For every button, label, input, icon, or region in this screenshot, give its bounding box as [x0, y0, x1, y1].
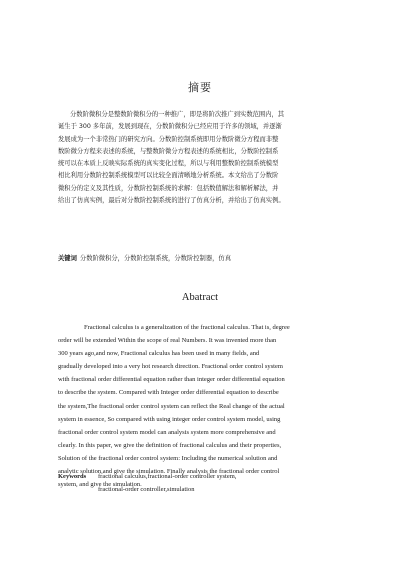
- english-abstract-line: Solution of the fractional order control system: Including the numerical solution and: [58, 454, 278, 462]
- english-abstract-line: with fractional order differential equation rather than integer order differential equation: [58, 376, 285, 384]
- english-abstract-line: the system,The fractional order control system can reflect the Real change of the actual: [58, 402, 285, 410]
- english-abstract-line: 300 years ago,and now, Fractional calculus has been used in many fields, and: [58, 350, 260, 358]
- chinese-abstract-line: 相比利用分数阶控制系统模型可以比较全面清晰地分析系统。本文给出了分数阶: [58, 172, 279, 180]
- chinese-abstract-line: 微积分的定义及其性质，分数阶控制系统的求解：包括数值解法和解析解法，并: [58, 184, 279, 192]
- english-abstract-line: fractional order control system model can analysis system more comprehensive and: [58, 428, 276, 436]
- chinese-abstract-line: 给出了仿真实例，最后对分数阶控制系统的进行了仿真分析，并给出了仿真实例。: [58, 197, 285, 205]
- chinese-abstract-line: 发展成为一个非常热门的研究方向。分数阶控制系统即用分数阶微分方程而非整: [58, 135, 279, 143]
- english-abstract-line: system, and give the simulation.: [58, 481, 142, 489]
- chinese-abstract-line: 数阶微分方程来表述的系统，与整数阶微分方程表述的系统相比，分数阶控制系: [58, 147, 279, 155]
- english-abstract-line: Fractional calculus is a generalization of the fractional calculus. That is, degree: [84, 324, 290, 331]
- chinese-keywords-text: 分数阶微积分，分数阶控制系统，分数阶控制器，仿真: [79, 255, 232, 262]
- english-abstract-line: clearly. In this paper, we give the definition of fractional calculus and their properties,: [58, 441, 282, 449]
- english-abstract-line: system in essence, So compared with using integer order control system model, using: [58, 415, 281, 423]
- english-keywords-text-line1: fractional calculus,fractional-order controller system,: [98, 473, 237, 480]
- english-keywords-label: Keywords: [58, 473, 87, 480]
- chinese-abstract-line: 诞生于 300 多年前，发展到现在，分数阶微积分已经应用于许多的领域，并逐渐: [58, 123, 282, 131]
- english-abstract-line: analytic solution,and give the simulation. Finally analysis the fractional order control: [58, 468, 280, 476]
- english-keywords: [58, 470, 358, 496]
- chinese-keywords-label: 关键词: [58, 255, 77, 262]
- english-abstract-line: gradually developed into a very hot research direction. Fractional order control system: [58, 363, 283, 371]
- english-abstract-line: to describe the system. Compared with Integer order differential equation to describe: [58, 389, 279, 397]
- english-abstract-title: Abatract: [181, 292, 219, 303]
- chinese-abstract-line: 统可以在本质上反映实际系统的真实变化过程，所以与利用整数阶控制系统模型: [58, 160, 279, 168]
- english-abstract-line: order will be extended Within the scope of real Numbers. It was invented more than: [58, 337, 277, 345]
- english-keywords-text-line2: fractional-order controller,simulation: [98, 486, 195, 493]
- english-abstract-body: [58, 321, 350, 491]
- chinese-abstract-line: 分数阶微积分是整数阶微积分的一种推广，即是将阶次推广到实数范围内，其: [70, 111, 285, 118]
- chinese-abstract-body: [58, 109, 349, 207]
- chinese-keywords: [58, 253, 358, 262]
- chinese-abstract-title: 摘要: [188, 81, 212, 94]
